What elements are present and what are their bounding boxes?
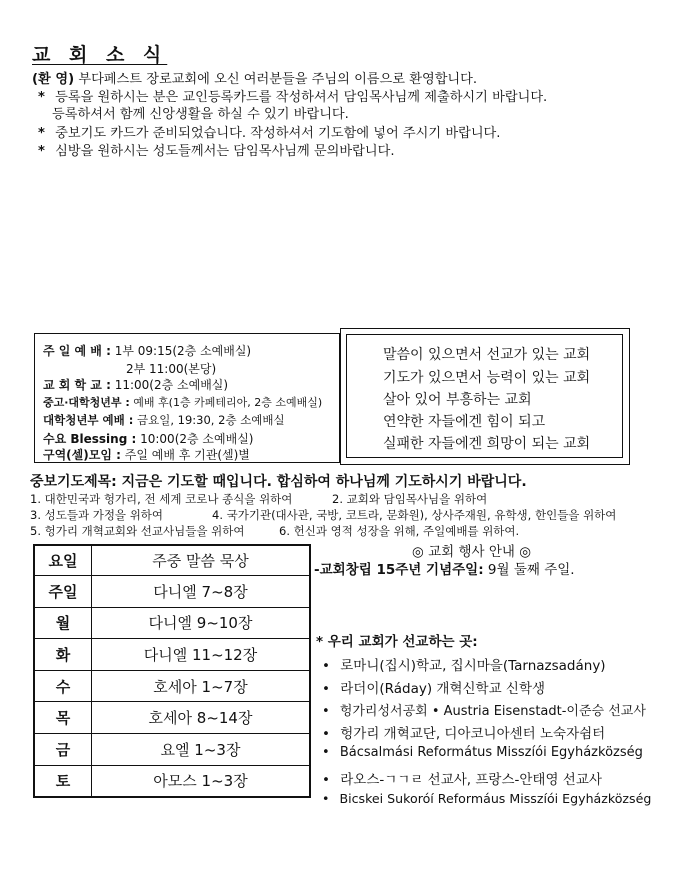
bullet-mark: * bbox=[38, 144, 45, 159]
verse-cell: 호세아 1~7장 bbox=[92, 670, 311, 702]
prayer-item: 4. 국가기관(대사관, 국방, 코트라, 문화원), 상사주재원, 유학생, 한인들을 위하여 bbox=[212, 508, 617, 522]
table-row bbox=[34, 670, 310, 702]
day-cell: 금 bbox=[34, 733, 92, 765]
table-row bbox=[34, 607, 310, 639]
table-row bbox=[34, 576, 310, 608]
motto-line: 기도가 있으면서 능력이 있는 교회 bbox=[383, 370, 591, 386]
bullet-mark: * bbox=[38, 126, 45, 141]
col-verse-header: 주중 말씀 묵상 bbox=[92, 545, 311, 576]
welcome-label: (환 영) bbox=[32, 72, 75, 87]
motto-box bbox=[340, 328, 630, 465]
prayer-item: 6. 헌신과 영적 성장을 위해, 주일예배를 위하여. bbox=[279, 524, 520, 538]
verse-cell: 다니엘 7~8장 bbox=[92, 576, 311, 608]
day-cell: 주일 bbox=[34, 576, 92, 608]
mission-item bbox=[322, 677, 545, 697]
worship-sunday bbox=[43, 342, 251, 359]
day-cell: 목 bbox=[34, 702, 92, 734]
verse-cell: 다니엘 11~12장 bbox=[92, 639, 311, 671]
missions-heading: * 우리 교회가 선교하는 곳: bbox=[316, 634, 478, 650]
worship-sunday-1: 1부 09:15(2층 소예배실) bbox=[114, 344, 252, 358]
day-cell: 월 bbox=[34, 607, 92, 639]
bullet-mark: • bbox=[322, 772, 330, 788]
col-day-header: 요일 bbox=[34, 545, 92, 576]
worship-youth bbox=[43, 394, 322, 410]
news-bullet-3 bbox=[38, 140, 395, 159]
bullet-mark: • bbox=[322, 791, 330, 806]
worship-wed bbox=[43, 430, 253, 447]
mission-item bbox=[322, 745, 643, 760]
meditation-table bbox=[33, 544, 311, 798]
motto-line: 실패한 자들에겐 희망이 되는 교회 bbox=[383, 436, 591, 452]
mission-text: 로마니(집시)학교, 집시마을(Tarnazsadány) bbox=[340, 658, 606, 674]
bullet-mark: • bbox=[322, 681, 330, 697]
mission-text: 라더이(Ráday) 개혁신학교 신학생 bbox=[340, 681, 546, 697]
day-cell: 화 bbox=[34, 639, 92, 671]
worship-college-time: 금요일, 19:30, 2층 소예배실 bbox=[137, 413, 285, 427]
table-header-row bbox=[34, 545, 310, 576]
event-label: -교회창립 15주년 기념주일: bbox=[314, 562, 484, 578]
news-bullet-1-cont: 등록하셔서 함께 신앙생활을 하실 수 있기 바랍니다. bbox=[52, 107, 349, 122]
mission-item bbox=[322, 791, 651, 806]
worship-box bbox=[34, 333, 340, 463]
table-row bbox=[34, 733, 310, 765]
table-row bbox=[34, 702, 310, 734]
day-cell: 수 bbox=[34, 670, 92, 702]
mission-item bbox=[322, 654, 606, 674]
worship-youth-time: 예배 후(1층 카페테리아, 2층 소예배실) bbox=[133, 396, 323, 409]
welcome-text: 부다페스트 장로교회에 오신 여러분들을 주님의 이름으로 환영합니다. bbox=[78, 72, 478, 87]
verse-cell: 아모스 1~3장 bbox=[92, 765, 311, 797]
news-bullet-2 bbox=[38, 122, 501, 141]
news-bullet-text: 중보기도 카드가 준비되었습니다. 작성하셔서 기도함에 넣어 주시기 바랍니다. bbox=[55, 126, 501, 141]
news-bullet-text: 등록을 원하시는 분은 교인등록카드를 작성하셔서 담임목사님께 제출하시기 바랍니다. bbox=[55, 90, 548, 105]
table-row bbox=[34, 765, 310, 797]
motto-line: 살아 있어 부흥하는 교회 bbox=[383, 392, 532, 408]
mission-text: Bácsalmási Református Misszíói Egyházközség bbox=[339, 745, 643, 760]
day-cell: 토 bbox=[34, 765, 92, 797]
worship-cell-label: 구역(셀)모임 : bbox=[43, 448, 121, 462]
bullet-mark: • bbox=[322, 658, 330, 674]
bullet-mark: • bbox=[322, 704, 330, 719]
worship-cell bbox=[43, 446, 250, 463]
worship-school bbox=[43, 376, 228, 393]
mission-item bbox=[322, 722, 605, 742]
prayer-item: 1. 대한민국과 헝가리, 전 세계 코로나 종식을 위하여 bbox=[30, 492, 293, 506]
worship-college bbox=[43, 412, 285, 428]
motto-line: 말씀이 있으면서 선교가 있는 교회 bbox=[383, 347, 591, 363]
verse-cell: 호세아 8~14장 bbox=[92, 702, 311, 734]
verse-cell: 요엘 1~3장 bbox=[92, 733, 311, 765]
mission-item bbox=[322, 768, 602, 788]
mission-text: Bicskei Sukoróí Reformáus Misszíói Egyházközség bbox=[339, 791, 652, 806]
mission-text: 헝가리성서공회 • Austria Eisenstadt-이준승 선교사 bbox=[339, 704, 646, 719]
welcome-line bbox=[32, 68, 477, 87]
prayer-item: 3. 성도들과 가정을 위하여 bbox=[30, 508, 164, 522]
verse-cell: 다니엘 9~10장 bbox=[92, 607, 311, 639]
page-title: 교 회 소 식 bbox=[32, 44, 168, 66]
bullet-mark: • bbox=[322, 726, 330, 742]
worship-sunday-2: 2부 11:00(본당) bbox=[126, 362, 217, 376]
motto-line: 연약한 자들에겐 힘이 되고 bbox=[383, 414, 546, 430]
worship-school-label: 교 회 학 교 : bbox=[43, 378, 111, 392]
event-value: 9월 둘째 주일. bbox=[487, 562, 575, 578]
prayer-item: 2. 교회와 담임목사님을 위하여 bbox=[332, 492, 488, 506]
mission-item bbox=[322, 700, 646, 719]
worship-school-time: 11:00(2층 소예배실) bbox=[114, 378, 229, 392]
worship-sunday-label: 주 일 예 배 : bbox=[43, 344, 111, 358]
worship-wed-time: 10:00(2층 소예배실) bbox=[140, 432, 254, 446]
worship-college-label: 대학청년부 예배 : bbox=[43, 413, 134, 427]
events-heading: ◎ 교회 행사 안내 ◎ bbox=[412, 544, 531, 560]
bullet-mark: • bbox=[322, 745, 330, 760]
prayer-item: 5. 헝가리 개혁교회와 선교사님들을 위하여 bbox=[30, 524, 245, 538]
worship-cell-time: 주일 예배 후 기관(셀)별 bbox=[124, 448, 250, 462]
worship-youth-label: 중고·대학청년부 : bbox=[43, 396, 130, 409]
worship-wed-label: 수요 Blessing : bbox=[43, 432, 137, 446]
news-bullet-text: 심방을 원하시는 성도들께서는 담임목사님께 문의바랍니다. bbox=[55, 144, 395, 159]
mission-text: 헝가리 개혁교단, 디아코니아센터 노숙자쉼터 bbox=[340, 726, 606, 742]
prayer-heading: 중보기도제목: 지금은 기도할 때입니다. 합심하여 하나님께 기도하시기 바랍니다. bbox=[30, 474, 527, 490]
mission-text: 라오스-ㄱㄱㄹ 선교사, 프랑스-안태영 선교사 bbox=[340, 772, 602, 788]
bullet-mark: * bbox=[38, 90, 45, 105]
event-item bbox=[314, 558, 575, 578]
table-row bbox=[34, 639, 310, 671]
